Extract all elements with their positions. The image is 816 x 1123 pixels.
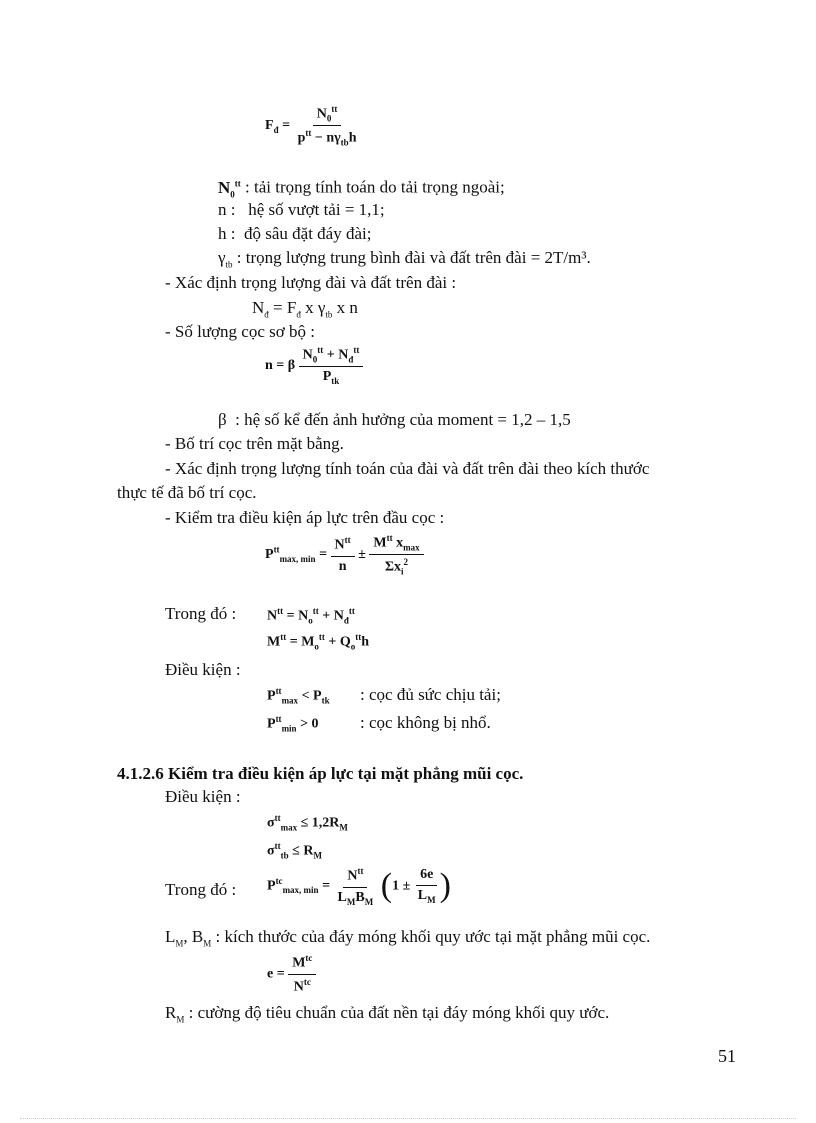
footer-dotted-line xyxy=(20,1118,796,1119)
page-number: 51 xyxy=(718,1046,736,1066)
kiem-tra-dau-coc: - Kiểm tra điều kiện áp lực trên đầu cọc : xyxy=(165,508,445,527)
condition-pmax-text: : cọc đủ sức chịu tải; xyxy=(360,685,501,704)
trong-do-label-1: Trong đó : xyxy=(165,604,237,623)
formula-mtt: $M^{tt} = M_o^{tt} + Q_o^{tt}h$ xyxy=(267,632,370,652)
condition-sigma-max: $\sigma^{tt}_{max} \le 1,2R_M$ xyxy=(267,813,348,833)
rm-definition: $R_M$ : cường độ tiêu chuẩn của đất nền tại đáy móng khối quy ước. xyxy=(165,1003,610,1025)
bo-tri-coc: - Bố trí cọc trên mặt bằng. xyxy=(165,434,344,453)
xac-dinh-trong-luong: - Xác định trọng lượng đài và đất trên đài : xyxy=(165,273,457,292)
dieu-kien-label-1: Điều kiện : xyxy=(165,660,241,679)
condition-sigma-tb: $\sigma^{tt}_{tb} \le R_M$ xyxy=(267,841,322,861)
formula-e: e = $\frac{M^{tc}}{N^{tc}}$ xyxy=(267,953,316,995)
formula-n: n = β $\frac{N_0^{tt} + N_đ^{tt}}{P_{tk}}$ xyxy=(265,345,363,386)
gamma-definition: $\gamma_{tb}$ : trọng lượng trung bình đài và đất trên đài = 2T/m³. xyxy=(218,248,591,270)
h-definition: h : độ sâu đặt đáy đài; xyxy=(218,224,372,243)
n-definition: n : hệ số vượt tải = 1,1; xyxy=(218,200,385,219)
formula-ntt: $N^{tt} = N_o^{tt} + N_đ^{tt}$ xyxy=(267,606,355,626)
condition-pmin: $P^{tt}_{min} > 0$ xyxy=(267,714,319,734)
formula-pmax-min: $P^{tt}_{max, min}$ = $\frac{N^{tt}}{n}$ ± $\frac{M^{tt} x_{max}}{\Sigma x_i^2}$ xyxy=(265,533,424,577)
condition-pmax: $P^{tt}_{max} < P_{tk}$ xyxy=(267,686,330,706)
formula-ptc: $P^{tc}_{max, min}$ = $\frac{N^{tt}}{L_MB_M}$ (1 ± $\frac{6e}{L_M}$ ) xyxy=(267,866,451,907)
formula-fd: $F_đ$ = $\frac{N_0^{tt}}{p^{tt} - n\gamma_{tb}h}$ xyxy=(265,104,357,148)
dieu-kien-label-2: Điều kiện : xyxy=(165,787,241,806)
xac-dinh-tinh-toan-2: thực tế đã bố trí cọc. xyxy=(117,483,257,502)
lm-bm-definition: $L_M$, $B_M$ : kích thước của đáy móng khối quy ước tại mặt phẳng mũi cọc. xyxy=(165,927,651,949)
condition-pmin-text: : cọc không bị nhổ. xyxy=(360,713,491,732)
trong-do-label-2: Trong đó : xyxy=(165,880,237,899)
xac-dinh-tinh-toan-1: - Xác định trọng lượng tính toán của đài và đất trên đài theo kích thước xyxy=(165,459,650,478)
formula-nd: $N_đ = F_đ$ x $\gamma_{tb}$ x n xyxy=(252,298,358,320)
section-heading: 4.1.2.6 Kiểm tra điều kiện áp lực tại mặt phẳng mũi cọc. xyxy=(117,764,524,783)
so-luong-coc: - Số lượng cọc sơ bộ : xyxy=(165,322,315,341)
beta-definition: β : hệ số kể đến ảnh hưởng của moment = 1,2 – 1,5 xyxy=(218,410,571,429)
n0-definition: $N_0^{tt}$ : tải trọng tính toán do tải trọng ngoài; xyxy=(218,177,505,200)
